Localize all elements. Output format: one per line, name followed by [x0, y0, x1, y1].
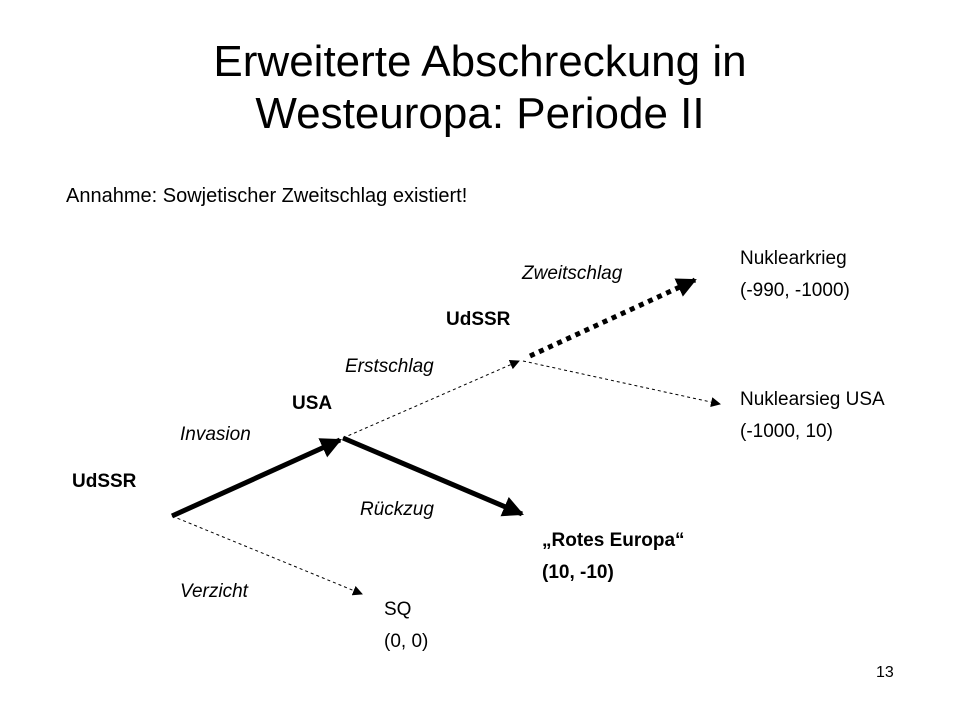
action-erstschlag: Erstschlag [345, 356, 434, 377]
node-udssr-second: UdSSR [446, 309, 511, 330]
outcome-nuklearkrieg-name: Nuklearkrieg [740, 248, 847, 269]
outcome-nuklearsieg-payoff: (-1000, 10) [740, 421, 833, 442]
outcome-nuklearsieg [740, 384, 885, 448]
assumption-text: Annahme: Sowjetischer Zweitschlag existiert! [66, 185, 468, 207]
node-udssr-root: UdSSR [72, 471, 137, 492]
outcome-sq-name: SQ [384, 599, 412, 620]
outcome-rotes-europa-payoff: (10, -10) [542, 562, 614, 583]
node-usa: USA [292, 393, 333, 414]
outcome-nuklearsieg-name: Nuklearsieg USA [740, 389, 885, 410]
slide-title-line2: Westeuropa: Periode II [255, 89, 705, 138]
slide-title-line1: Erweiterte Abschreckung in [213, 37, 747, 86]
edge-zweitschlag [530, 280, 695, 356]
action-zweitschlag: Zweitschlag [522, 263, 623, 284]
outcome-rotes-europa [542, 525, 685, 589]
outcome-sq-payoff: (0, 0) [384, 631, 429, 652]
action-rueckzug: Rückzug [360, 499, 434, 520]
outcome-nuklearkrieg-payoff: (-990, -1000) [740, 280, 850, 301]
page-number: 13 [876, 664, 894, 681]
edge-invasion [172, 440, 340, 516]
action-verzicht: Verzicht [180, 581, 248, 602]
outcome-rotes-europa-name: „Rotes Europa“ [542, 530, 685, 551]
action-invasion: Invasion [180, 424, 251, 445]
edge-kein-zweitschlag [523, 361, 720, 404]
outcome-sq [384, 594, 428, 658]
outcome-nuklearkrieg [740, 243, 850, 307]
